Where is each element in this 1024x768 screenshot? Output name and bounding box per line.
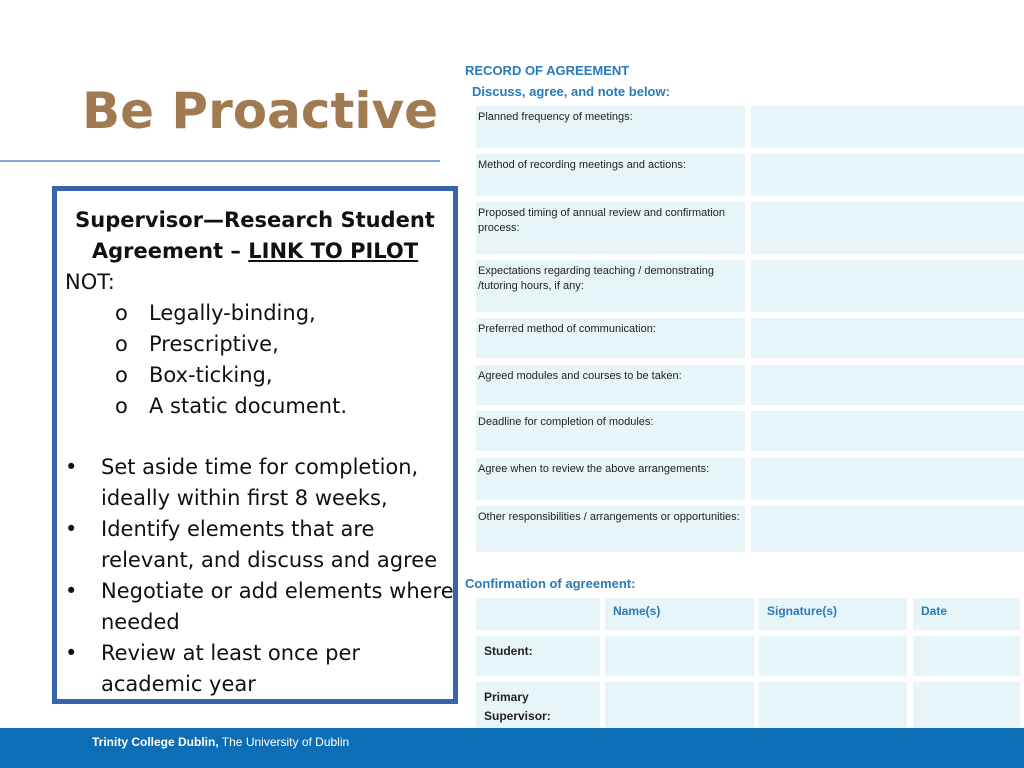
not-list [115, 298, 347, 422]
confirmation-title: Confirmation of agreement: [465, 576, 636, 591]
footer-text [92, 735, 349, 749]
record-of-agreement-form [462, 58, 1024, 728]
form-row [476, 411, 1024, 451]
form-row-input[interactable] [751, 411, 1024, 451]
form-subtitle: Discuss, agree, and note below: [472, 84, 670, 99]
form-row-input[interactable] [751, 458, 1024, 500]
heading-prefix: Agreement – [91, 239, 249, 263]
heading-line-2 [57, 236, 453, 267]
form-row-label: Agreed modules and courses to be taken: [476, 365, 745, 405]
confirmation-corner-cell [476, 598, 600, 630]
list-item: o Legally-binding, [115, 298, 347, 329]
agreement-summary-box [52, 186, 458, 704]
supervisor-row-label: Primary Supervisor: [476, 682, 600, 728]
form-row-input[interactable] [751, 318, 1024, 358]
circle-bullet-icon: o [115, 332, 128, 356]
supervisor-name-input[interactable] [605, 682, 754, 728]
form-title: RECORD OF AGREEMENT [465, 63, 630, 78]
pilot-link[interactable]: LINK TO PILOT [248, 239, 419, 263]
form-row-label: Planned frequency of meetings: [476, 106, 745, 148]
student-signature-input[interactable] [759, 636, 907, 676]
form-row-input[interactable] [751, 154, 1024, 196]
student-date-input[interactable] [913, 636, 1020, 676]
not-label: NOT: [65, 270, 115, 294]
form-row [476, 260, 1024, 312]
form-row [476, 154, 1024, 196]
bullet-icon: • [65, 517, 78, 541]
circle-bullet-icon: o [115, 394, 128, 418]
form-row-label: Agree when to review the above arrangements: [476, 458, 745, 500]
box-heading [57, 205, 453, 267]
form-row-label: Preferred method of communication: [476, 318, 745, 358]
bullet-icon: • [65, 455, 78, 479]
list-item: • Negotiate or add elements where needed [65, 576, 457, 638]
title-divider [0, 160, 440, 162]
bullet-icon: • [65, 641, 78, 665]
form-row-input[interactable] [751, 506, 1024, 552]
supervisor-signature-input[interactable] [759, 682, 907, 728]
name-column-header: Name(s) [605, 598, 754, 630]
list-item: • Identify elements that are relevant, and discuss and agree [65, 514, 457, 576]
list-item: o Box-ticking, [115, 360, 347, 391]
circle-bullet-icon: o [115, 301, 128, 325]
list-item: • Review at least once per academic year [65, 638, 457, 700]
form-row-label: Proposed timing of annual review and confirmation process: [476, 202, 745, 254]
institution-name: Trinity College Dublin, [92, 735, 219, 749]
form-row-input[interactable] [751, 365, 1024, 405]
list-item: o Prescriptive, [115, 329, 347, 360]
form-row [476, 506, 1024, 552]
heading-line-1: Supervisor—Research Student [75, 208, 435, 232]
form-row-label: Deadline for completion of modules: [476, 411, 745, 451]
form-row [476, 106, 1024, 148]
supervisor-date-input[interactable] [913, 682, 1020, 728]
form-row [476, 458, 1024, 500]
list-item: o A static document. [115, 391, 347, 422]
form-row [476, 365, 1024, 405]
student-name-input[interactable] [605, 636, 754, 676]
footer-bar [0, 728, 1024, 768]
bullet-icon: • [65, 579, 78, 603]
list-item: • Set aside time for completion, ideally within first 8 weeks, [65, 452, 457, 514]
form-row-input[interactable] [751, 260, 1024, 312]
form-row-input[interactable] [751, 202, 1024, 254]
form-row-label: Expectations regarding teaching / demonstrating /tutoring hours, if any: [476, 260, 745, 312]
form-row-input[interactable] [751, 106, 1024, 148]
form-row [476, 318, 1024, 358]
form-row-label: Method of recording meetings and actions: [476, 154, 745, 196]
circle-bullet-icon: o [115, 363, 128, 387]
action-bullets [65, 452, 457, 700]
student-row-label: Student: [476, 636, 600, 676]
date-column-header: Date [913, 598, 1020, 630]
form-row [476, 202, 1024, 254]
institution-subtitle: The University of Dublin [218, 735, 350, 749]
form-row-label: Other responsibilities / arrangements or opportunities: [476, 506, 745, 552]
signature-column-header: Signature(s) [759, 598, 907, 630]
slide-title: Be Proactive [82, 82, 439, 140]
